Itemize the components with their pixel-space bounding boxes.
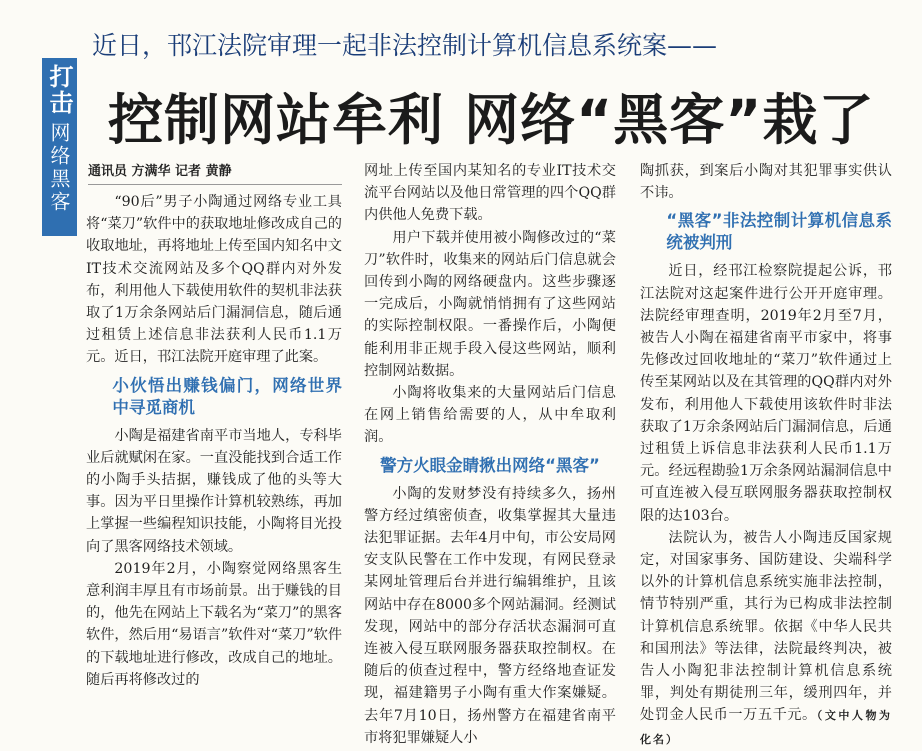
- section-tag: [42, 58, 77, 236]
- paragraph-text: 法院认为，被告人小陶违反国家规定，对国家事务、国防建设、尖端科学以外的计算机信息系统实施非法控制，情节特别严重，其行为已构成非法控制计算机信息系统罪。依据《中华人民共和国刑法》等法律，法院最终判决，被告人小陶犯非法控制计算机信息系统罪，判处有期徒刑三年，缓刑四年，并处罚金人民币一万五千元。: [640, 529, 892, 724]
- article-headline: 控制网站牟利 网络“黑客”栽了: [108, 88, 875, 152]
- byline: 通讯员 方满华 记者 黄静: [88, 160, 342, 185]
- paragraph: 小陶将收集来的大量网站后门信息在网上销售给需要的人，从中牟取利润。: [364, 385, 616, 446]
- section-tag-title: 打击: [45, 64, 73, 116]
- article-column-1: [86, 160, 342, 696]
- article-kicker: 近日，邗江法院审理一起非法控制计算机信息系统案——: [92, 31, 718, 60]
- article-column-3: [640, 160, 892, 746]
- pseudonym-note: （文中人物为化名）: [640, 709, 892, 746]
- subheading: 警方火眼金睛揪出网络“黑客”: [380, 455, 600, 475]
- paragraph: 用户下载并使用被小陶修改过的“菜刀”软件时，收集来的网站后门信息就会回传到小陶的网络硬盘内。这些步骤逐一完成后，小陶就悄悄拥有了这些网站的实际控制权限。一番操作后，小陶便能利用非正规手段入侵这些网站，顺利控制网站数据。: [364, 229, 616, 379]
- paragraph: 小陶的发财梦没有持续多久，扬州警方经过缜密侦查，收集掌握其大量违法犯罪证据。去年4月中旬，市公安局网安支队民警在工作中发现，有网民登录某网址管理后台并进行编辑维护，且该网站中存在8000多个网站漏洞。经测试发现，网站中的部分存活状态漏洞可直连被入侵互联网服务器获取控制权。在随后的侦查过程中，警方经络地查证发现，福建籍男子小陶有重大作案嫌疑。去年7月10日，扬州警方在福建省南平市将犯罪嫌疑人小: [364, 485, 616, 746]
- article-column-2: [364, 160, 616, 746]
- paragraph: 陶抓获，到案后小陶对其犯罪事实供认不讳。: [640, 163, 892, 202]
- subheading: 小伙悟出赚钱偏门，网络世界中寻觅商机: [112, 375, 342, 417]
- paragraph: “90后”男子小陶通过网络专业工具将“菜刀”软件中的获取地址修改成自己的收取地址，再将地址上传至国内知名中文IT技术交流网站及多个QQ群内对外发布，利用他人下载使用软件的契机非法获取了1万余条网站后门漏洞信息，随后通过租赁上述信息非法获利人民币1.1万元。近日，邗江法院开庭审理了此案。: [86, 194, 342, 366]
- paragraph: [640, 527, 892, 751]
- subheading: “黑客”非法控制计算机信息系统被判刑: [666, 211, 892, 253]
- paragraph: 网址上传至国内某知名的专业IT技术交流平台网站以及他日常管理的四个QQ群内供他人免费下载。: [364, 163, 616, 224]
- paragraph: 小陶是福建省南平市当地人，专科毕业后就赋闲在家。一直没能找到合适工作的小陶手头拮据，赚钱成了他的头等大事。因为平日里操作计算机较熟练，再加上掌握一些编程知识技能，小陶将目光投向了黑客网络技术领域。: [86, 427, 342, 555]
- paragraph: 2019年2月，小陶察觉网络黑客生意利润丰厚且有市场前景。出于赚钱的目的，他先在网站上下载名为“菜刀”的黑客软件，然后用“易语言”软件对“菜刀”软件的下载地址进行修改，改成自己的地址。随后再将修改过的: [86, 560, 343, 688]
- section-tag-subtitle: 网络黑客: [47, 122, 71, 214]
- paragraph: 近日，经邗江检察院提起公诉，邗江法院对这起案件进行公开开庭审理。法院经审理查明，2019年2月至7月，被告人小陶在福建省南平市家中，将事先修改过回收地址的“菜刀”软件通过上传至某网站以及在其管理的QQ群内对外发布，利用他人下载使用该软件时非法获取了1万余条网站后门漏洞信息，后通过租赁上诉信息非法获利人民币1.1万元。经远程勘验1万余条网站漏洞信息中可直连被入侵互联网服务器获取控制权限的达103台。: [640, 263, 892, 524]
